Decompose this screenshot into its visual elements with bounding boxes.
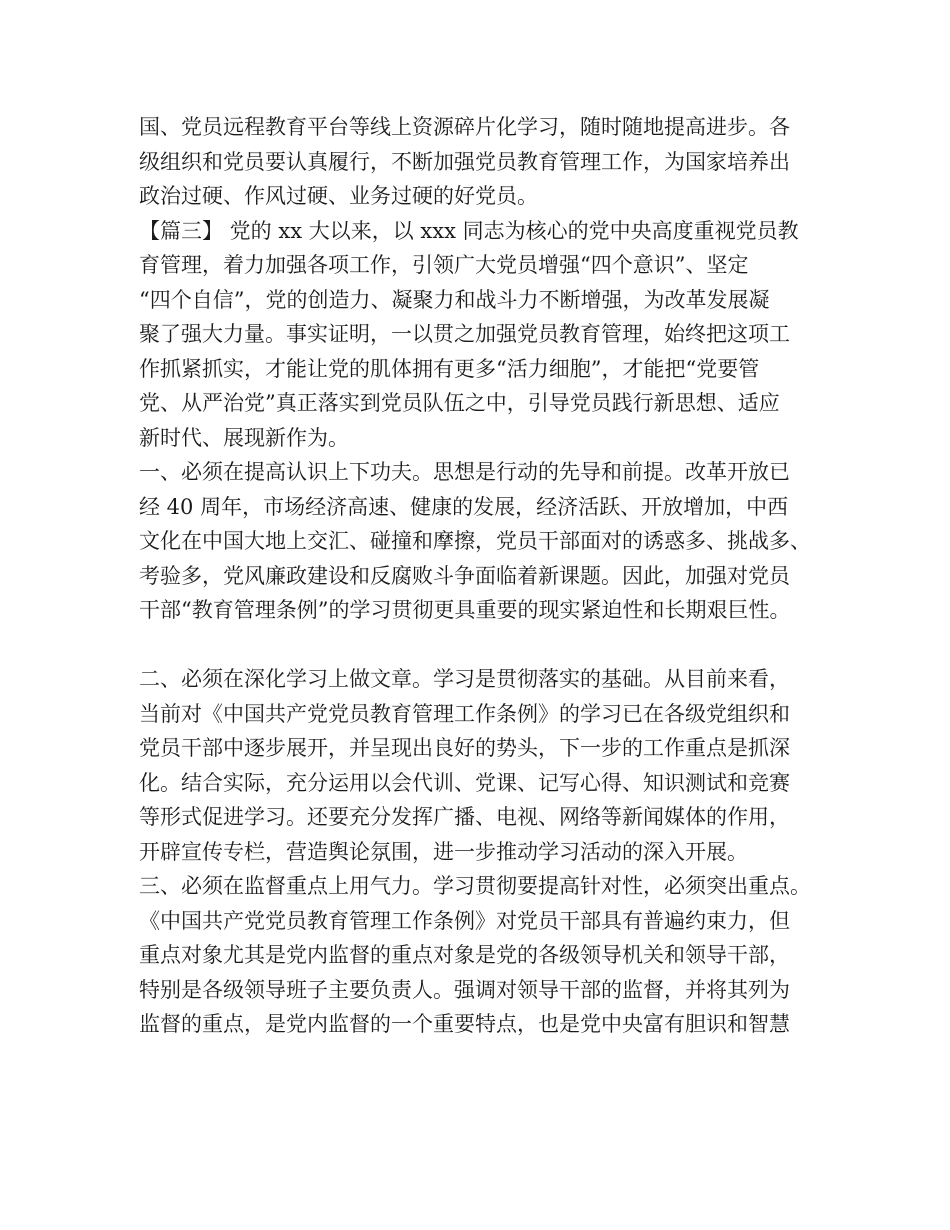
- blank-line: [139, 628, 839, 663]
- text-line: 特别是各级领导班子主要负责人。强调对领导干部的监督，并将其列为: [139, 977, 790, 1002]
- text-line: 开辟宣传专栏，营造舆论氛围，进一步推动学习活动的深入开展。: [139, 839, 748, 864]
- document-body: [139, 110, 839, 1042]
- text-line: 化。结合实际，充分运用以会代训、党课、记写心得、知识测试和竞赛: [139, 770, 790, 795]
- text-line: 文化在中国大地上交汇、碰撞和摩擦，党员干部面对的诱惑多、挑战多、: [139, 529, 811, 553]
- text-line: 监督的重点，是党内监督的一个重要特点，也是党中央富有胆识和智慧: [139, 1012, 790, 1036]
- text-line: 党员干部中逐步展开，并呈现出良好的势头，下一步的工作重点是抓深: [139, 736, 790, 760]
- text-line: 一、必须在提高认识上下功夫。思想是行动的先导和前提。改革开放已: [139, 460, 790, 484]
- text-line: 三、必须在监督重点上用气力。学习贯彻要提高针对性，必须突出重点。: [139, 874, 811, 898]
- text-line: 当前对《中国共产党党员教育管理工作条例》的学习已在各级党组织和: [139, 701, 790, 726]
- text-line: 等形式促进学习。还要充分发挥广播、电视、网络等新闻媒体的作用，: [139, 805, 790, 829]
- text-line: 经 40 周年，市场经济高速、健康的发展，经济活跃、开放增加，中西: [139, 494, 789, 519]
- text-line: 聚了强大力量。事实证明，一以贯之加强党员教育管理，始终把这项工: [139, 322, 790, 346]
- text-line: 政治过硬、作风过硬、业务过硬的好党员。: [139, 184, 538, 208]
- text-line: “四个自信”，党的创造力、凝聚力和战斗力不断增强，为改革发展凝: [139, 287, 770, 312]
- text-line: 级组织和党员要认真履行，不断加强党员教育管理工作，为国家培养出: [139, 149, 790, 174]
- text-line: 考验多，党风廉政建设和反腐败斗争面临着新课题。因此，加强对党员: [139, 563, 790, 588]
- text-line: 新时代、展现新作为。: [139, 425, 349, 450]
- text-line: 重点对象尤其是党内监督的重点对象是党的各级领导机关和领导干部，: [139, 943, 790, 967]
- text-line: 作抓紧抓实，才能让党的肌体拥有更多“活力细胞”，才能把“党要管: [139, 356, 760, 381]
- text-line: 二、必须在深化学习上做文章。学习是贯彻落实的基础。从目前来看，: [139, 667, 790, 691]
- text-line: 育管理，着力加强各项工作，引领广大党员增强“四个意识”、坚定: [139, 253, 749, 277]
- text-line: 党、从严治党”真正落实到党员队伍之中，引导党员践行新思想、适应: [139, 391, 780, 415]
- text-line: 干部“教育管理条例”的学习贯彻更具重要的现实紧迫性和长期艰巨性。: [139, 598, 791, 622]
- text-line: 《中国共产党党员教育管理工作条例》对党员干部具有普遍约束力，但: [139, 908, 790, 933]
- text-line: 国、党员远程教育平台等线上资源碎片化学习，随时随地提高进步。各: [139, 115, 790, 139]
- text-line: 【篇三】 党的 xx 大以来，以 xxx 同志为核心的党中央高度重视党员教: [139, 218, 799, 243]
